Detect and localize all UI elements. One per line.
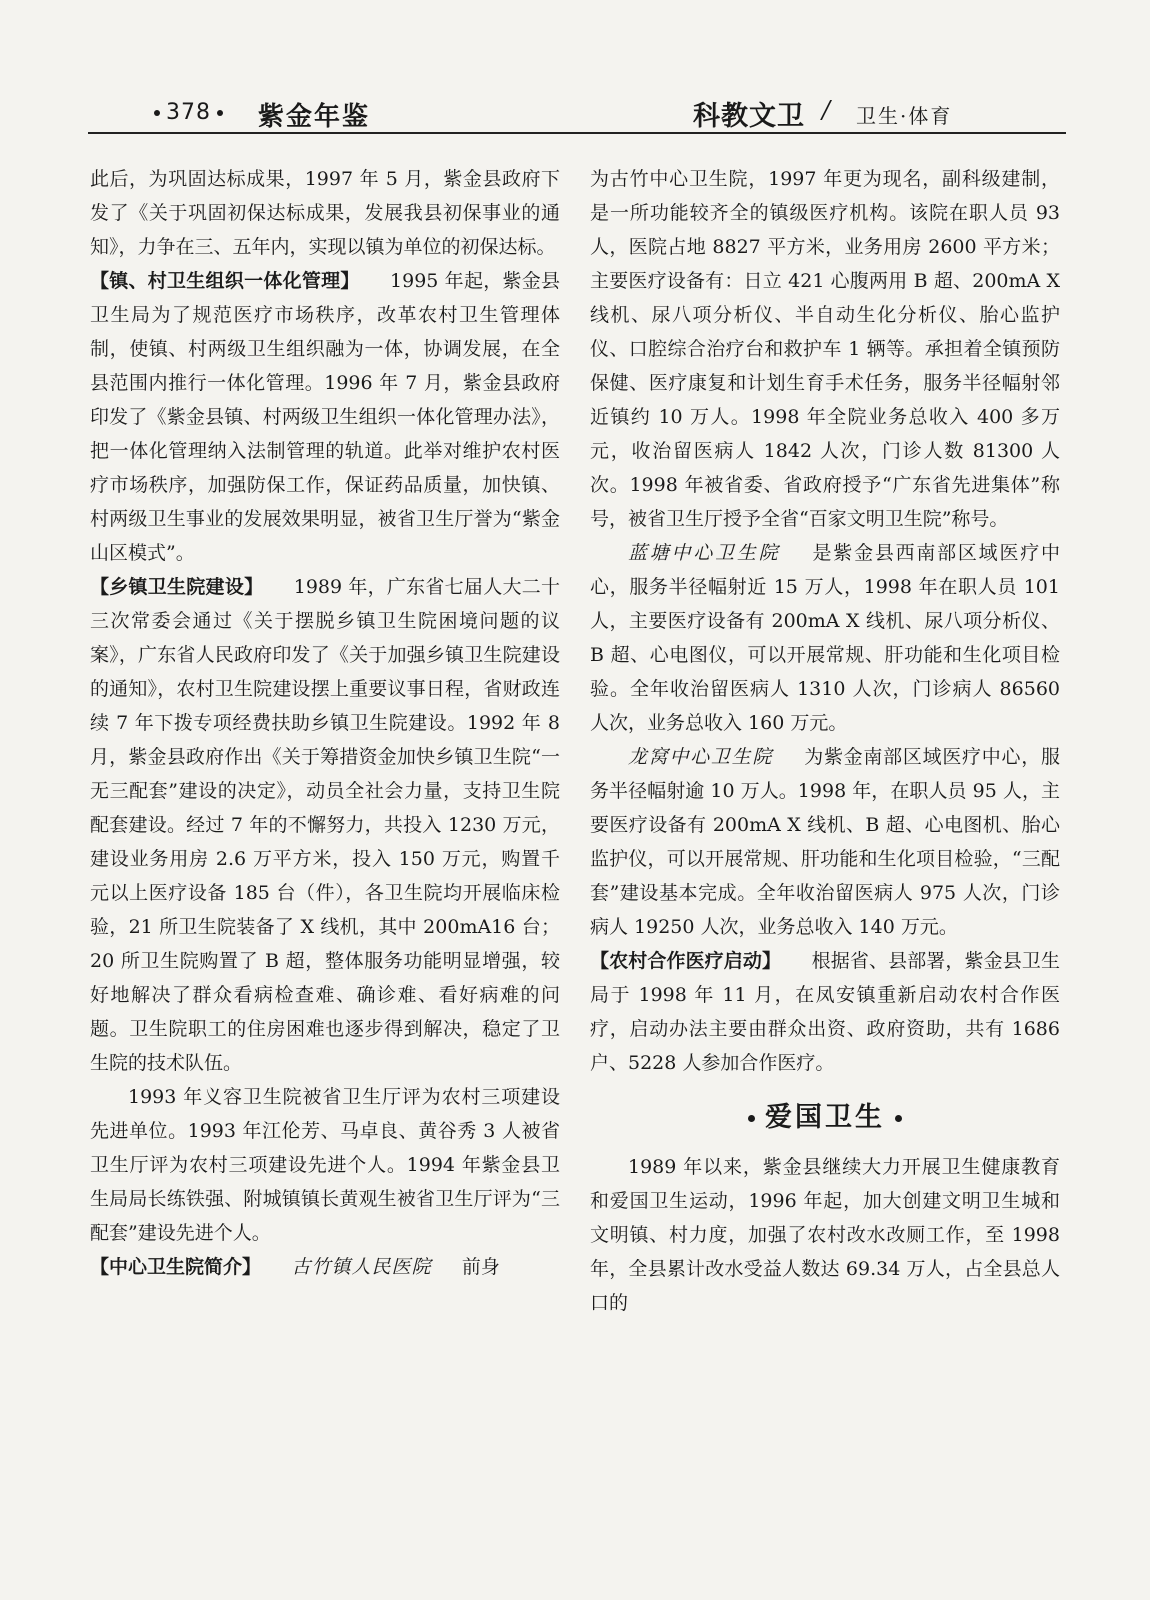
paragraph-text: 1989 年，广东省七届人大二十三次常委会通过《关于摆脱乡镇卫生院困境问题的议案》，广东省人民政府印发了《关于加强乡镇卫生院建设的通知》，农村卫生院建设摆上重要议事日程，省财政连续 7 年下拨专项经费扶助乡镇卫生院建设。1992 年 8 月，紫金县政府作出《关于筹措资金加快乡镇卫生院“一无三配套”建设的决定》，动员全社会力量，支持卫生院配套建设。经过 7 年的不懈努力，共投入 1230 万元，建设业务用房 2.6 万平方米，投入 150 万元，购置千元以上医疗设备 185 台（件），各卫生院均开展临床检验，21 所卫生院装备了 X 线机，其中 200mA16 台；20 所卫生院购置了 B 超，整体服务功能明显增强，较好地解决了群众看病检查难、确诊难、看好病难的问题。卫生院职工的住房困难也逐步得到解决，稳定了卫生院的技术队伍。 [90, 576, 560, 1074]
bullet-icon [748, 1115, 755, 1122]
header-separator: / [822, 96, 831, 124]
paragraph [90, 264, 560, 570]
paragraph: 为古竹中心卫生院，1997 年更为现名，副科级建制，是一所功能较齐全的镇级医疗机构。该院在职人员 93 人，医院占地 8827 平方米，业务用房 2600 平方米；主要医疗设备有：日立 421 心腹两用 B 超、200mA X 线机、尿八项分析仪、半自动生化分析仪、胎心监护仪、口腔综合治疗台和救护车 1 辆等。承担着全镇预防保健、医疗康复和计划生育手术任务，服务半径幅射邻近镇约 10 万人。1998 年全院业务总收入 400 多万元，收治留医病人 1842 人次，门诊人数 81300 人次。1998 年被省委、省政府授予“广东省先进集体”称号，被省卫生厅授予全省“百家文明卫生院”称号。 [590, 168, 1060, 530]
hospital-name: 龙窝中心卫生院 [628, 746, 774, 768]
paragraph [590, 536, 1060, 740]
section-heading: 【 中心卫生院简介 】 [90, 1256, 261, 1278]
paragraph: 此后，为巩固达标成果，1997 年 5 月，紫金县政府下发了《关于巩固初保达标成果，发展我县初保事业的通知》，力争在三、五年内，实现以镇为单位的初保达标。 [90, 168, 560, 258]
paragraph [590, 740, 1060, 944]
paragraph-text: 1995 年起，紫金县卫生局为了规范医疗市场秩序，改革农村卫生管理体制，使镇、村两级卫生组织融为一体，协调发展，在全县范围内推行一体化管理。1996 年 7 月，紫金县政府印发了《紫金县镇、村两级卫生组织一体化管理办法》，把一体化管理纳入法制管理的轨道。此举对维护农村医疗市场秩序，加强防保工作，保证药品质量，加快镇、村两级卫生事业的发展效果明显，被省卫生厅誉为“紫金山区模式”。 [90, 270, 560, 564]
section-heading: 【 乡镇卫生院建设 】 [90, 576, 263, 598]
section-heading: 【 镇、村卫生组织一体化管理 】 [90, 270, 360, 292]
paragraph-text: 是紫金县西南部区域医疗中心，服务半径幅射近 15 万人，1998 年在职人员 101 人，主要医疗设备有 200mA X 线机、尿八项分析仪、B 超、心电图仪，可以开展常规、肝功能和生化项目检验。全年收治留医病人 1310 人次，门诊病人 86560 人次，业务总收入 160 万元。 [590, 542, 1060, 734]
left-column [90, 162, 560, 1284]
bullet-icon [154, 110, 160, 116]
bullet-icon [895, 1115, 902, 1122]
page-number-text: 378 [166, 100, 211, 125]
paragraph-text: 根据省、县部署，紫金县卫生局于 1998 年 11 月，在凤安镇重新启动农村合作医疗，启动办法主要由群众出资、政府资助，共有 1686 户、5228 人参加合作医疗。 [590, 950, 1060, 1074]
paragraph-text: 前身 [461, 1256, 500, 1278]
paragraph: 1993 年义容卫生院被省卫生厅评为农村三项建设先进单位。1993 年江伦芳、马卓良、黄谷秀 3 人被省卫生厅评为农村三项建设先进个人。1994 年紫金县卫生局局长练铁强、附城镇镇长黄观生被省卫生厅评为“三配套”建设先进个人。 [90, 1086, 560, 1244]
right-column [590, 162, 1060, 1320]
paragraph [590, 944, 1060, 1080]
section-name: 科教文卫 [693, 101, 805, 132]
section-title [590, 1098, 1060, 1138]
header-rule [88, 132, 1066, 134]
paragraph: 1989 年以来，紫金县继续大力开展卫生健康教育和爱国卫生运动，1996 年起，加大创建文明卫生城和文明镇、村力度，加强了农村改水改厕工作，至 1998 年，全县累计改水受益人数达 69.34 万人，占全县总人口的 [590, 1156, 1060, 1314]
paragraph-text: 为紫金南部区域医疗中心，服务半径幅射逾 10 万人。1998 年，在职人员 95 人，主要医疗设备有 200mA X 线机、B 超、心电图机、胎心监护仪，可以开展常规、肝功能和生化项目检验，“三配套”建设基本完成。全年收治留医病人 975 人次，门诊病人 19250 人次，业务总收入 140 万元。 [590, 746, 1060, 938]
paragraph [90, 1250, 560, 1284]
subsection-name: 卫生·体育 [856, 104, 953, 128]
bullet-icon [217, 110, 223, 116]
hospital-name: 古竹镇人民医院 [291, 1256, 432, 1278]
page-header [88, 92, 1063, 132]
paragraph [90, 570, 560, 1080]
section-heading: 【 农村合作医疗启动 】 [590, 950, 781, 972]
hospital-name: 蓝塘中心卫生院 [628, 542, 781, 564]
book-title: 紫金年鉴 [258, 102, 371, 132]
section-title-text: 爱国卫生 [765, 1102, 885, 1133]
page-number [148, 100, 229, 125]
